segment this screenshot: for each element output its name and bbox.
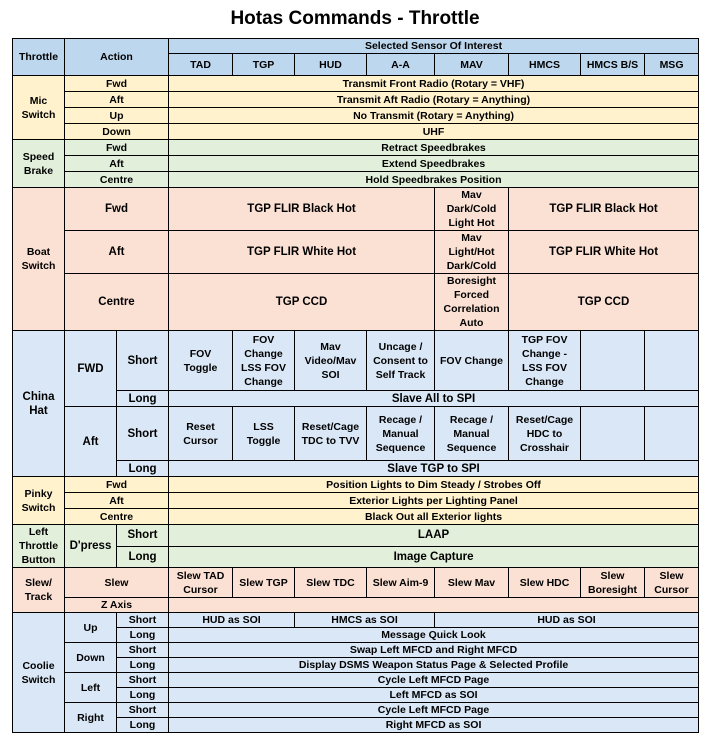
left-throttle-button-label: Left Throttle Button	[13, 525, 65, 568]
coolie-left-label: Left	[65, 673, 117, 703]
header-sensor-hmcs-bs: HMCS B/S	[581, 54, 645, 76]
pinky-centre-label: Centre	[65, 509, 169, 525]
china-aft-short-tgp: LSS Toggle	[233, 407, 295, 461]
mic-switch-label: Mic Switch	[13, 76, 65, 140]
coolie-down-long-action: Display DSMS Weapon Status Page & Selected Profile	[169, 658, 699, 673]
coolie-up-long-action: Message Quick Look	[169, 628, 699, 643]
ltb-dpress-label: D'press	[65, 525, 117, 568]
hotas-table	[12, 38, 699, 733]
boat-centre-label: Centre	[65, 274, 169, 331]
slew-tgp: Slew TGP	[233, 568, 295, 598]
china-aft-short-hmcs: Reset/Cage HDC to Crosshair	[509, 407, 581, 461]
header-action: Action	[65, 39, 169, 76]
coolie-down-label: Down	[65, 643, 117, 673]
coolie-right-long-action: Right MFCD as SOI	[169, 718, 699, 733]
china-fwd-long-action: Slave All to SPI	[169, 391, 699, 407]
coolie-left-short-action: Cycle Left MFCD Page	[169, 673, 699, 688]
boat-fwd-right-action: TGP FLIR Black Hot	[509, 188, 699, 231]
slew-track-label: Slew/ Track	[13, 568, 65, 613]
china-aft-short-aa: Recage / Manual Sequence	[367, 407, 435, 461]
header-sensor-tgp: TGP	[233, 54, 295, 76]
china-aft-long-label: Long	[117, 461, 169, 477]
zaxis-action	[169, 598, 699, 613]
boat-centre-mav-action: Boresight Forced Correlation Auto	[435, 274, 509, 331]
ltb-short-action: LAAP	[169, 525, 699, 547]
china-aft-short-tad: Reset Cursor	[169, 407, 233, 461]
china-fwd-short-hmcs-bs	[581, 331, 645, 391]
slew-msg: Slew Cursor	[645, 568, 699, 598]
coolie-left-long-label: Long	[117, 688, 169, 703]
china-fwd-short-msg	[645, 331, 699, 391]
coolie-down-short-action: Swap Left MFCD and Right MFCD	[169, 643, 699, 658]
slew-hud: Slew TDC	[295, 568, 367, 598]
boat-centre-right-action: TGP CCD	[509, 274, 699, 331]
coolie-down-short-label: Short	[117, 643, 169, 658]
coolie-right-short-label: Short	[117, 703, 169, 718]
boat-fwd-left-action: TGP FLIR Black Hot	[169, 188, 435, 231]
coolie-right-long-label: Long	[117, 718, 169, 733]
speed-aft-label: Aft	[65, 156, 169, 172]
pinky-centre-action: Black Out all Exterior lights	[169, 509, 699, 525]
header-sensor-hmcs: HMCS	[509, 54, 581, 76]
china-fwd-short-tgp: FOV Change LSS FOV Change	[233, 331, 295, 391]
pinky-aft-action: Exterior Lights per Lighting Panel	[169, 493, 699, 509]
speed-brake-label: Speed Brake	[13, 140, 65, 188]
china-fwd-short-aa: Uncage / Consent to Self Track	[367, 331, 435, 391]
mic-aft-action: Transmit Aft Radio (Rotary = Anything)	[169, 92, 699, 108]
coolie-up-short-tad-tgp: HUD as SOI	[169, 613, 295, 628]
speed-centre-action: Hold Speedbrakes Position	[169, 172, 699, 188]
boat-aft-left-action: TGP FLIR White Hot	[169, 231, 435, 274]
page-title: Hotas Commands - Throttle	[230, 8, 480, 29]
header-sensor-tad: TAD	[169, 54, 233, 76]
china-aft-short-hud: Reset/Cage TDC to TVV	[295, 407, 367, 461]
speed-aft-action: Extend Speedbrakes	[169, 156, 699, 172]
coolie-left-short-label: Short	[117, 673, 169, 688]
mic-fwd-label: Fwd	[65, 76, 169, 92]
china-aft-short-mav: Recage / Manual Sequence	[435, 407, 509, 461]
speed-fwd-action: Retract Speedbrakes	[169, 140, 699, 156]
mic-down-label: Down	[65, 124, 169, 140]
china-fwd-long-label: Long	[117, 391, 169, 407]
china-aft-short-label: Short	[117, 407, 169, 461]
boat-aft-label: Aft	[65, 231, 169, 274]
header-sensor-hud: HUD	[295, 54, 367, 76]
china-aft-short-hmcs-bs	[581, 407, 645, 461]
pinky-fwd-label: Fwd	[65, 477, 169, 493]
mic-up-label: Up	[65, 108, 169, 124]
slew-aa: Slew Aim-9	[367, 568, 435, 598]
ltb-long-label: Long	[117, 546, 169, 568]
coolie-switch-label: Coolie Switch	[13, 613, 65, 733]
header-selected-sensor: Selected Sensor Of Interest	[169, 39, 699, 54]
coolie-up-short-mav-msg: HUD as SOI	[435, 613, 699, 628]
pinky-aft-label: Aft	[65, 493, 169, 509]
coolie-up-label: Up	[65, 613, 117, 643]
mic-fwd-action: Transmit Front Radio (Rotary = VHF)	[169, 76, 699, 92]
coolie-down-long-label: Long	[117, 658, 169, 673]
boat-fwd-label: Fwd	[65, 188, 169, 231]
pinky-switch-label: Pinky Switch	[13, 477, 65, 525]
speed-centre-label: Centre	[65, 172, 169, 188]
china-aft-long-action: Slave TGP to SPI	[169, 461, 699, 477]
mic-down-action: UHF	[169, 124, 699, 140]
china-fwd-short-hud: Mav Video/Mav SOI	[295, 331, 367, 391]
slew-tad: Slew TAD Cursor	[169, 568, 233, 598]
china-fwd-short-tad: FOV Toggle	[169, 331, 233, 391]
header-sensor-aa: A-A	[367, 54, 435, 76]
coolie-up-short-label: Short	[117, 613, 169, 628]
header-throttle: Throttle	[13, 39, 65, 76]
boat-fwd-mav-action: Mav Dark/Cold Light Hot	[435, 188, 509, 231]
ltb-long-action: Image Capture	[169, 546, 699, 568]
china-fwd-short-label: Short	[117, 331, 169, 391]
coolie-right-label: Right	[65, 703, 117, 733]
mic-up-action: No Transmit (Rotary = Anything)	[169, 108, 699, 124]
slew-label: Slew	[65, 568, 169, 598]
header-sensor-msg: MSG	[645, 54, 699, 76]
china-aft-short-msg	[645, 407, 699, 461]
pinky-fwd-action: Position Lights to Dim Steady / Strobes Off	[169, 477, 699, 493]
slew-mav: Slew Mav	[435, 568, 509, 598]
slew-hmcs-bs: Slew Boresight	[581, 568, 645, 598]
zaxis-label: Z Axis	[65, 598, 169, 613]
china-fwd-short-hmcs: TGP FOV Change - LSS FOV Change	[509, 331, 581, 391]
header-sensor-mav: MAV	[435, 54, 509, 76]
china-fwd-short-mav: FOV Change	[435, 331, 509, 391]
slew-hmcs: Slew HDC	[509, 568, 581, 598]
coolie-right-short-action: Cycle Left MFCD Page	[169, 703, 699, 718]
boat-centre-left-action: TGP CCD	[169, 274, 435, 331]
china-aft-label: Aft	[65, 407, 117, 477]
ltb-short-label: Short	[117, 525, 169, 547]
boat-aft-right-action: TGP FLIR White Hot	[509, 231, 699, 274]
boat-switch-label: Boat Switch	[13, 188, 65, 331]
mic-aft-label: Aft	[65, 92, 169, 108]
coolie-up-long-label: Long	[117, 628, 169, 643]
coolie-up-short-hud-aa: HMCS as SOI	[295, 613, 435, 628]
china-hat-label: China Hat	[13, 331, 65, 477]
boat-aft-mav-action: Mav Light/Hot Dark/Cold	[435, 231, 509, 274]
china-fwd-label: FWD	[65, 331, 117, 407]
speed-fwd-label: Fwd	[65, 140, 169, 156]
coolie-left-long-action: Left MFCD as SOI	[169, 688, 699, 703]
